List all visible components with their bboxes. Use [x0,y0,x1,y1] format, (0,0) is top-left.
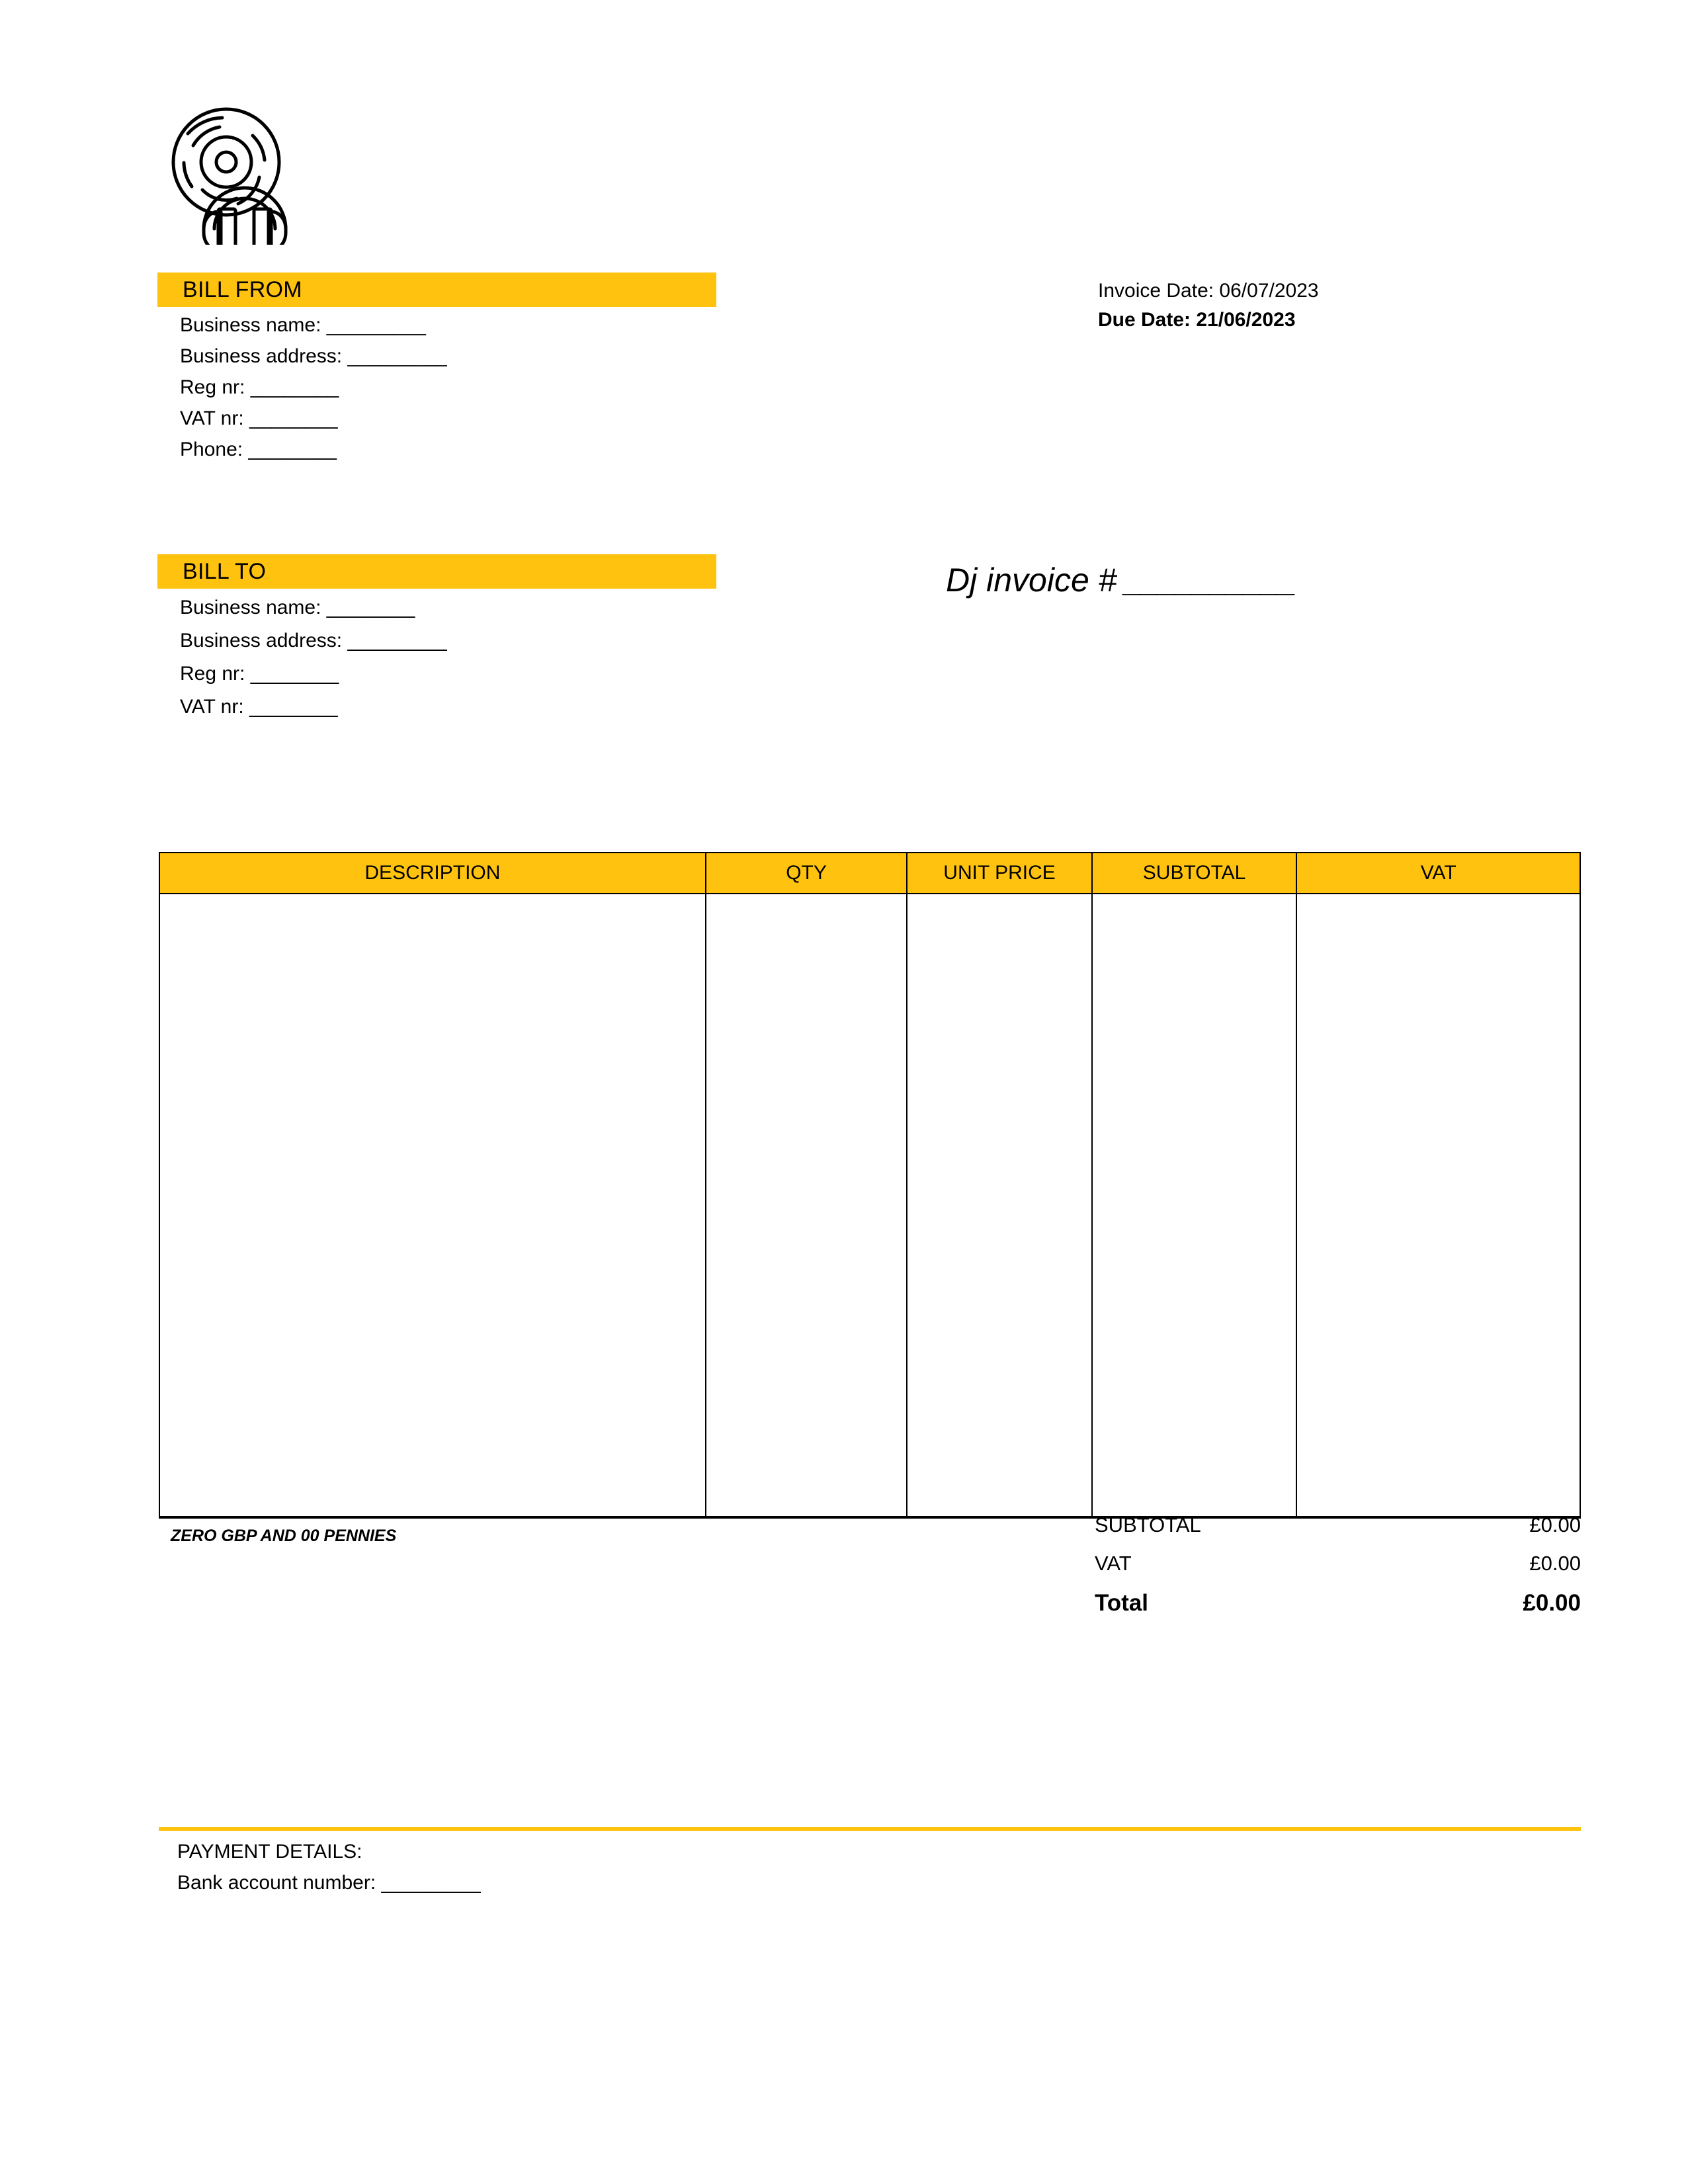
invoice-date: Invoice Date: 06/07/2023 [1098,280,1319,302]
bill-to-reg-nr[interactable]: Reg nr: ________ [180,663,339,685]
vinyl-record-headphones-icon [153,99,312,245]
bill-from-business-name[interactable]: Business name: _________ [180,314,426,336]
bill-to-business-address[interactable]: Business address: _________ [180,630,447,651]
total-value: £0.00 [1523,1590,1581,1616]
table-header-row [159,853,1580,894]
totals-row-subtotal [1095,1513,1581,1552]
bill-from-phone[interactable]: Phone: ________ [180,439,337,460]
subtotal-label: SUBTOTAL [1095,1513,1201,1536]
bank-account-number[interactable]: Bank account number: _________ [177,1872,481,1894]
payment-details [177,1836,481,1898]
column-header-vat: VAT [1296,853,1580,894]
subtotal-value: £0.00 [1529,1513,1581,1536]
bill-to-business-name[interactable]: Business name: ________ [180,597,415,618]
amount-in-words: ZERO GBP AND 00 PENNIES [171,1527,397,1545]
table-row [159,894,1580,1517]
total-label: Total [1095,1590,1149,1616]
cell-vat[interactable] [1296,894,1580,1517]
bill-to-vat-nr[interactable]: VAT nr: ________ [180,696,338,718]
due-date: Due Date: 21/06/2023 [1098,309,1296,331]
bill-from-heading: BILL FROM [157,273,716,307]
column-header-subtotal: SUBTOTAL [1092,853,1297,894]
bill-from-business-address[interactable]: Business address: _________ [180,345,447,367]
cell-qty[interactable] [706,894,907,1517]
column-header-unit-price: UNIT PRICE [907,853,1091,894]
bill-from-vat-nr[interactable]: VAT nr: ________ [180,407,338,429]
column-header-qty: QTY [706,853,907,894]
cell-description[interactable] [159,894,706,1517]
line-items-table [159,852,1581,1519]
totals-row-total [1095,1590,1581,1631]
invoice-dates [1098,276,1319,335]
footer-divider [159,1827,1581,1831]
invoice-number-label: Dj invoice # [946,562,1117,599]
vat-label: VAT [1095,1552,1132,1575]
cell-subtotal[interactable] [1092,894,1297,1517]
cell-unit-price[interactable] [907,894,1091,1517]
totals-block [1095,1513,1581,1631]
invoice-number-blank[interactable]: __________ [1117,562,1296,599]
vat-value: £0.00 [1529,1552,1581,1575]
bill-from-reg-nr[interactable]: Reg nr: ________ [180,376,339,398]
bill-from-fields [180,310,447,465]
payment-details-heading: PAYMENT DETAILS: [177,1841,362,1863]
totals-row-vat [1095,1552,1581,1590]
column-header-description: DESCRIPTION [159,853,706,894]
bill-to-fields [180,591,447,724]
invoice-number-title [946,561,1295,599]
bill-to-heading: BILL TO [157,554,716,589]
